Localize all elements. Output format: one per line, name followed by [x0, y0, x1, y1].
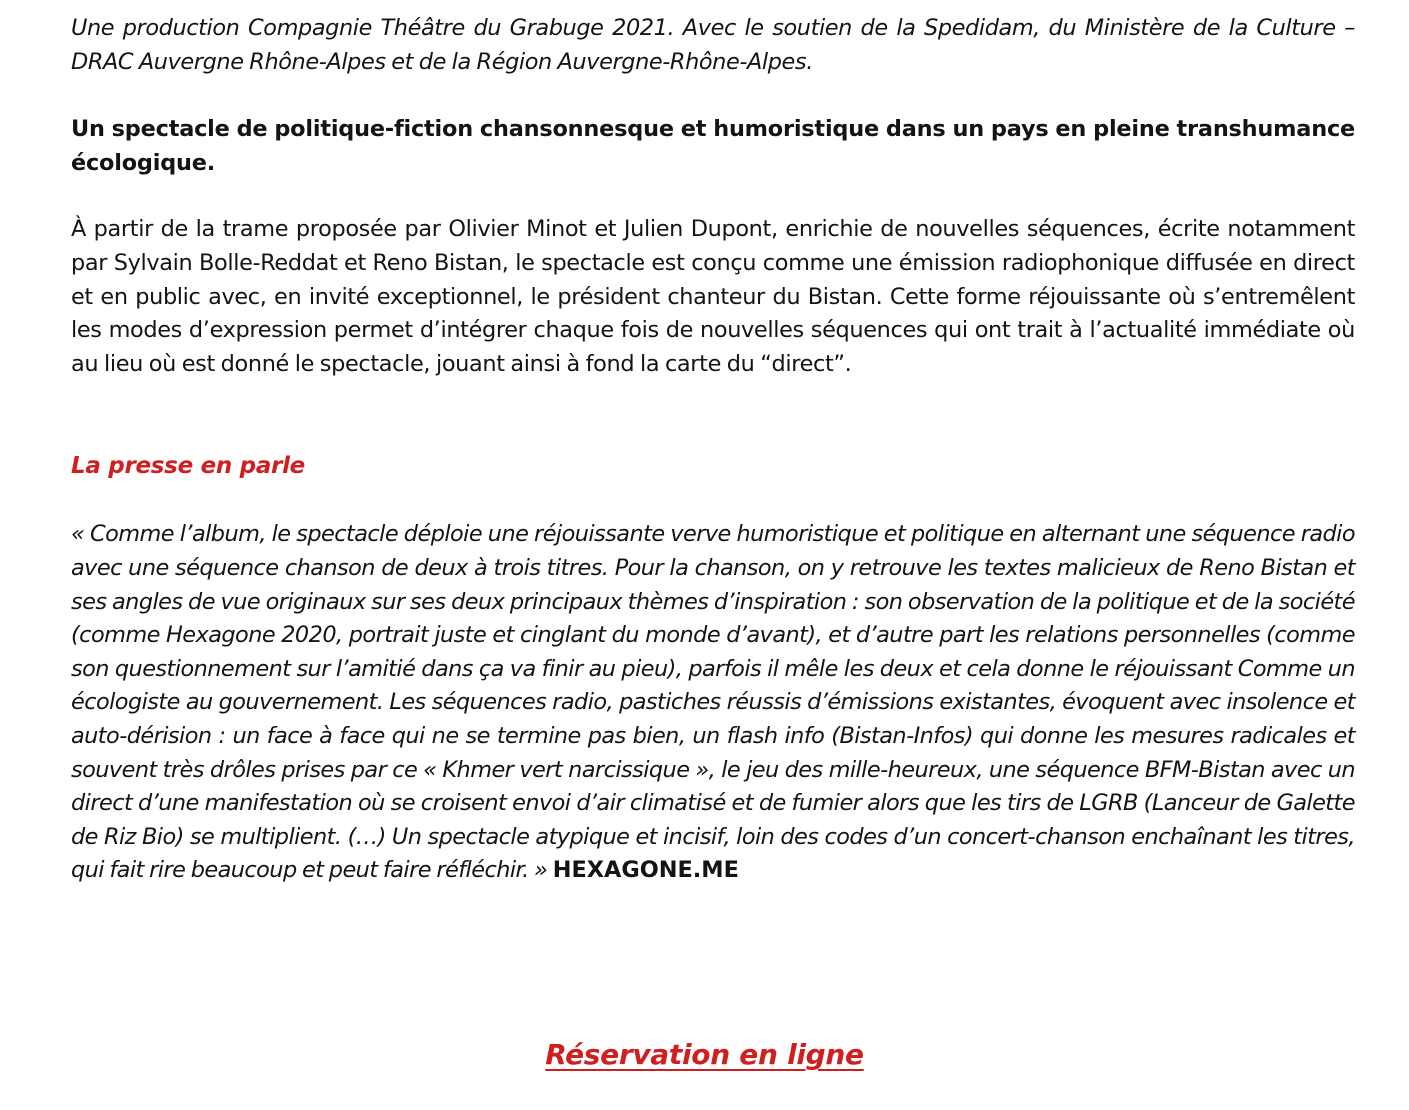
article-content: [71, 12, 1355, 888]
press-quote-text: « Comme l’album, le spectacle déploie une réjouissante verve humoristique et politique en alternant une séquence radio avec une séquence chanson de deux à trois titres. Pour la chanson, on y retrouve les textes malicieux de Reno Bistan et ses angles de vue originaux sur ses deux principaux thèmes d’inspiration : son observation de la politique et de la société (comme Hexagone 2020, portrait juste et cinglant du monde d’avant), et d’autre part les relations personnelles (comme son questionnement sur l’amitié dans ça va finir au pieu), parfois il mêle les deux et cela donne le réjouissant Comme un écologiste au gouvernement. Les séquences radio, pastiches réussis d’émissions existantes, évoquent avec insolence et auto-dérision : un face à face qui ne se termine pas bien, un flash info (Bistan-Infos) qui donne les mesures radicales et souvent très drôles prises par ce « Khmer vert narcissique », le jeu des mille-heureux, une séquence BFM-Bistan avec un direct d’une manifestation où se croisent envoi d’air climatisé et de fumier alors que les tirs de LGRB (Lanceur de Galette de Riz Bio) se multiplient. (…) Un spectacle atypique et incisif, loin des codes d’un concert-chanson enchaînant les titres, qui fait rire beaucoup et peut faire réfléchir. »: [71, 521, 1355, 884]
show-description: À partir de la trame proposée par Olivier Minot et Julien Dupont, enrichie de nouvelles séquences, écrite notamment par Sylvain Bolle-Reddat et Reno Bistan, le spectacle est conçu comme une émission radiophonique diffusée en direct et en public avec, en invité exceptionnel, le président chanteur du Bistan. Cette forme réjouissante où s’entremêlent les modes d’expression permet d’intégrer chaque fois de nouvelles séquences qui ont trait à l’actualité immédiate où au lieu où est donné le spectacle, jouant ainsi à fond la carte du “direct”.: [71, 216, 1355, 377]
production-credits: Une production Compagnie Théâtre du Grabuge 2021. Avec le soutien de la Spedidam, du Ministère de la Culture – DRAC Auvergne Rhône-Alpes et de la Région Auvergne-Rhône-Alpes.: [71, 15, 1355, 75]
reservation-container: [0, 1036, 1409, 1074]
press-quote: [71, 518, 1355, 888]
show-pitch: Un spectacle de politique-fiction chansonnesque et humoristique dans un pays en pleine transhumance écologique.: [71, 116, 1355, 176]
reservation-link[interactable]: Réservation en ligne: [545, 1038, 864, 1071]
press-source: HEXAGONE.ME: [552, 857, 739, 884]
press-heading: La presse en parle: [71, 453, 305, 480]
